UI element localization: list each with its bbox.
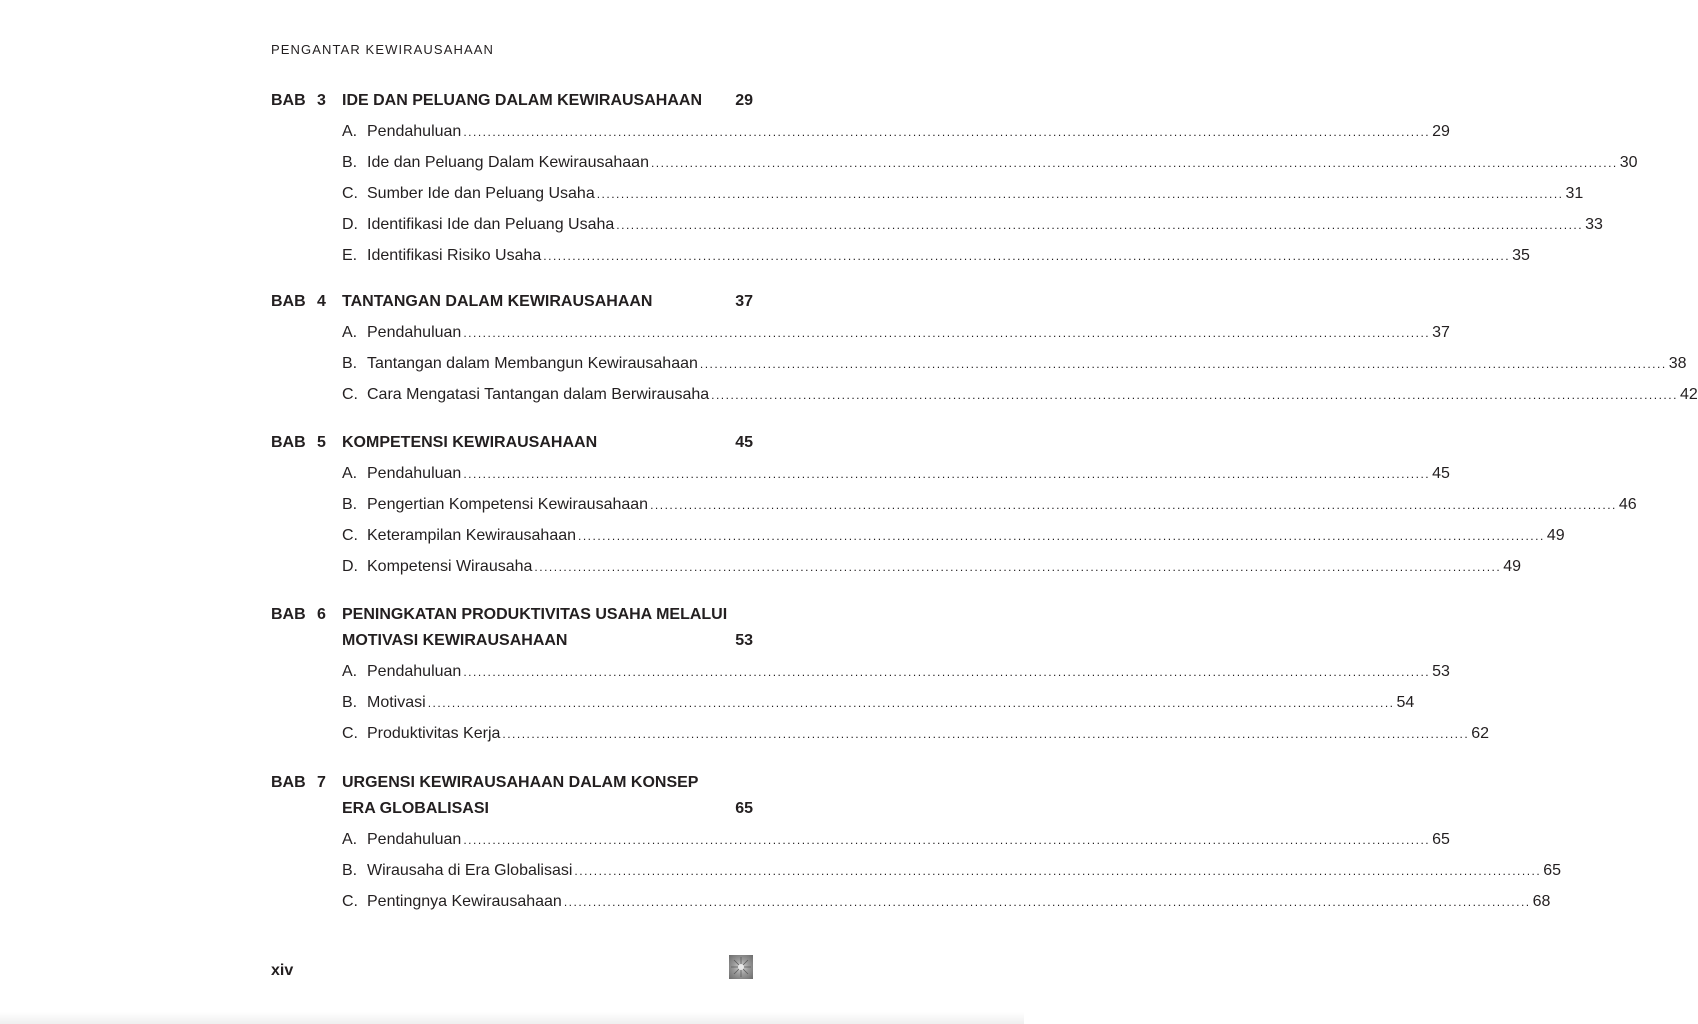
dot-leader: ........................................................................................................................................................................................................	[427, 696, 1395, 710]
dot-leader: ........................................................................................................................................................................................................	[534, 560, 1502, 574]
entry-letter: C.	[342, 527, 358, 544]
entry-page-number: 54	[1396, 694, 1415, 711]
entry-page-number: 31	[1565, 185, 1584, 202]
entry-title: Pendahuluan	[367, 465, 462, 482]
toc-entry	[342, 351, 1687, 377]
entry-page-number: 49	[1546, 527, 1565, 544]
toc-entry	[342, 554, 1522, 580]
entry-title: Cara Mengatasi Tantangan dalam Berwirausaha	[367, 386, 710, 403]
dot-leader: ........................................................................................................................................................................................................	[543, 249, 1511, 263]
entry-page-number: 53	[1432, 663, 1450, 680]
entry-page-number: 38	[1668, 355, 1687, 372]
dot-leader: ........................................................................................................................................................................................................	[463, 467, 1431, 481]
entry-title: Pendahuluan	[367, 831, 462, 848]
dot-leader: ........................................................................................................................................................................................................	[650, 498, 1617, 512]
chapter-title: URGENSI KEWIRAUSAHAAN DALAM KONSEP	[342, 774, 699, 791]
entry-letter: B.	[342, 154, 358, 171]
toc-entry	[342, 382, 1698, 408]
chapter-page-number: 65	[735, 800, 753, 817]
chapter-title: MOTIVASI KEWIRAUSAHAAN	[342, 632, 568, 649]
entry-title: Pendahuluan	[367, 324, 462, 341]
toc-entry	[342, 721, 1489, 747]
chapter-page-number: 37	[735, 293, 753, 310]
entry-letter: E.	[342, 247, 358, 264]
entry-letter: A.	[342, 123, 358, 140]
entry-letter: B.	[342, 862, 358, 879]
entry-page-number: 37	[1432, 324, 1450, 341]
dot-leader: ........................................................................................................................................................................................................	[699, 357, 1667, 371]
entry-letter: C.	[342, 725, 358, 742]
entry-letter: C.	[342, 893, 358, 910]
entry-page-number: 46	[1618, 496, 1637, 513]
dot-leader: ........................................................................................................................................................................................................	[574, 864, 1542, 878]
chapter-title: KOMPETENSI KEWIRAUSAHAAN	[342, 434, 598, 451]
dot-leader: ........................................................................................................................................................................................................	[616, 218, 1584, 232]
chapter-number: 7	[317, 774, 326, 791]
toc-entry	[342, 889, 1551, 915]
entry-page-number: 35	[1512, 247, 1530, 264]
toc-entry	[342, 492, 1637, 518]
dot-leader: ........................................................................................................................................................................................................	[502, 727, 1470, 741]
entry-letter: A.	[342, 831, 358, 848]
entry-title: Pengertian Kompetensi Kewirausahaan	[367, 496, 649, 513]
toc-entry	[342, 119, 1450, 145]
toc-entry	[342, 659, 1450, 685]
entry-title: Produktivitas Kerja	[367, 725, 501, 742]
entry-letter: B.	[342, 496, 358, 513]
toc-entry	[342, 523, 1565, 549]
toc-entry	[342, 212, 1603, 238]
toc-entry	[342, 690, 1415, 716]
page-folio: xiv	[271, 962, 294, 979]
entry-title: Pendahuluan	[367, 123, 462, 140]
chapter-page-number: 29	[735, 92, 753, 109]
entry-letter: B.	[342, 694, 358, 711]
toc-entry	[342, 181, 1584, 207]
toc-entry	[342, 320, 1450, 346]
entry-title: Pendahuluan	[367, 663, 462, 680]
entry-letter: D.	[342, 216, 358, 233]
chapter-number: 5	[317, 434, 326, 451]
entry-title: Tantangan dalam Membangun Kewirausahaan	[367, 355, 698, 372]
entry-title: Ide dan Peluang Dalam Kewirausahaan	[367, 154, 649, 171]
dot-leader: ........................................................................................................................................................................................................	[463, 326, 1431, 340]
entry-title: Keterampilan Kewirausahaan	[367, 527, 577, 544]
dot-leader: ........................................................................................................................................................................................................	[563, 895, 1531, 909]
entry-page-number: 49	[1503, 558, 1522, 575]
chapter-label: BAB	[271, 92, 306, 109]
entry-letter: C.	[342, 185, 358, 202]
chapter-number: 3	[317, 92, 326, 109]
entry-letter: A.	[342, 663, 358, 680]
dot-leader: ........................................................................................................................................................................................................	[650, 156, 1618, 170]
dot-leader: ........................................................................................................................................................................................................	[578, 529, 1545, 543]
entry-title: Kompetensi Wirausaha	[367, 558, 533, 575]
toc-entry	[342, 150, 1638, 176]
chapter-number: 4	[317, 293, 326, 310]
dot-leader: ........................................................................................................................................................................................................	[463, 125, 1431, 139]
chapter-label: BAB	[271, 774, 306, 791]
entry-title: Sumber Ide dan Peluang Usaha	[367, 185, 595, 202]
dot-leader: ........................................................................................................................................................................................................	[463, 665, 1431, 679]
chapter-label: BAB	[271, 606, 306, 623]
dot-leader: ........................................................................................................................................................................................................	[711, 388, 1678, 402]
entry-letter: A.	[342, 465, 358, 482]
toc-entry	[342, 827, 1450, 853]
entry-title: Wirausaha di Era Globalisasi	[367, 862, 573, 879]
chapter-title: IDE DAN PELUANG DALAM KEWIRAUSAHAAN	[342, 92, 702, 109]
entry-page-number: 65	[1543, 862, 1562, 879]
running-head: PENGANTAR KEWIRAUSAHAAN	[271, 42, 494, 57]
entry-letter: A.	[342, 324, 358, 341]
entry-title: Identifikasi Risiko Usaha	[367, 247, 542, 264]
chapter-page-number: 53	[735, 632, 753, 649]
chapter-page-number: 45	[735, 434, 753, 451]
chapter-label: BAB	[271, 293, 306, 310]
dot-leader: ........................................................................................................................................................................................................	[596, 187, 1564, 201]
toc-entry	[342, 243, 1530, 269]
entry-page-number: 45	[1432, 465, 1450, 482]
entry-letter: D.	[342, 558, 358, 575]
entry-page-number: 29	[1432, 123, 1450, 140]
entry-page-number: 33	[1585, 216, 1603, 233]
toc-entry	[342, 858, 1562, 884]
chapter-title: ERA GLOBALISASI	[342, 800, 489, 817]
page-edge	[0, 1012, 1024, 1024]
entry-letter: B.	[342, 355, 358, 372]
entry-title: Identifikasi Ide dan Peluang Usaha	[367, 216, 615, 233]
chapter-number: 6	[317, 606, 326, 623]
chapter-title: PENINGKATAN PRODUKTIVITAS USAHA MELALUI	[342, 606, 728, 623]
entry-letter: C.	[342, 386, 358, 403]
chapter-title: TANTANGAN DALAM KEWIRAUSAHAAN	[342, 293, 653, 310]
dot-leader: ........................................................................................................................................................................................................	[463, 833, 1431, 847]
entry-title: Pentingnya Kewirausahaan	[367, 893, 562, 910]
entry-page-number: 65	[1432, 831, 1450, 848]
chapter-label: BAB	[271, 434, 306, 451]
entry-page-number: 42	[1679, 386, 1698, 403]
toc-entry	[342, 461, 1450, 487]
entry-page-number: 68	[1532, 893, 1551, 910]
entry-page-number: 62	[1471, 725, 1489, 742]
entry-title: Motivasi	[367, 694, 426, 711]
entry-page-number: 30	[1619, 154, 1638, 171]
ornament-icon	[729, 955, 753, 979]
